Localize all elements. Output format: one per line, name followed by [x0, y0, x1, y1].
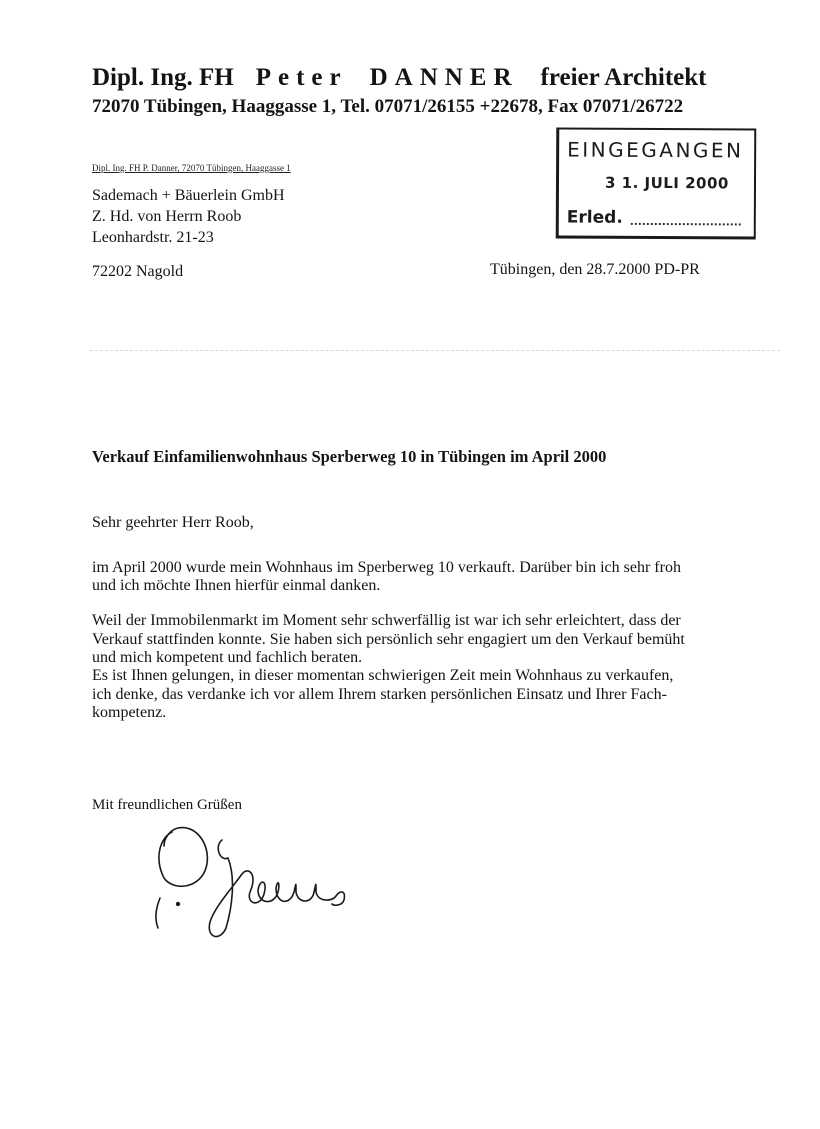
- stamp-dotted-line: [631, 223, 741, 226]
- body-line: und mich kompetent und fachlich beraten.: [92, 649, 363, 666]
- body-line: Verkauf stattfinden konnte. Sie haben sich persönlich sehr engagiert um den Verkauf bemüht: [92, 631, 685, 648]
- letterhead-first-name: Peter: [255, 64, 348, 91]
- closing: Mit freundlichen Grüßen: [92, 797, 242, 813]
- body-line: kompetenz.: [92, 704, 167, 721]
- letterhead-title-suffix: freier Architekt: [540, 64, 707, 91]
- signature-dot: [177, 903, 180, 906]
- signature-icon: [150, 818, 390, 948]
- recipient-city: 72202 Nagold: [92, 263, 184, 280]
- body-line: ich denke, das verdanke ich vor allem Ihrem starken persönlichen Einsatz und Ihrer Fach-: [92, 686, 667, 703]
- signature-loop: [159, 828, 207, 887]
- body-line: Es ist Ihnen gelungen, in dieser momentan schwierigen Zeit mein Wohnhaus zu verkaufen,: [92, 667, 674, 684]
- letterhead-name: [92, 64, 706, 92]
- signature-surname: [209, 840, 344, 937]
- date-line: Tübingen, den 28.7.2000 PD-PR: [490, 261, 700, 278]
- salutation: Sehr geehrter Herr Roob,: [92, 514, 254, 531]
- stamp-title: EINGEGANGEN: [567, 137, 744, 163]
- signature-initial-stroke: [156, 898, 160, 928]
- recipient-street: Leonhardstr. 21-23: [92, 229, 214, 246]
- subject-line: Verkauf Einfamilienwohnhaus Sperberweg 10 in Tübingen im April 2000: [92, 447, 607, 466]
- letterhead-title-prefix: Dipl. Ing. FH: [92, 64, 234, 91]
- body-line: im April 2000 wurde mein Wohnhaus im Sperberweg 10 verkauft. Darüber bin ich sehr froh: [92, 559, 681, 576]
- received-stamp: [556, 127, 757, 239]
- body-line: und ich möchte Ihnen hierfür einmal danken.: [92, 577, 381, 594]
- stamp-date: 3 1. JULI 2000: [604, 173, 729, 193]
- scan-artifact-line: [90, 350, 780, 352]
- letterhead-last-name: DANNER: [369, 64, 519, 91]
- recipient-company: Sademach + Bäuerlein GmbH: [92, 187, 285, 204]
- body-line: Weil der Immobilenmarkt im Moment sehr schwerfällig ist war ich sehr erleichtert, dass der: [92, 612, 681, 629]
- recipient-attention: Z. Hd. von Herrn Roob: [92, 208, 242, 225]
- sender-return-line: Dipl. Ing. FH P. Danner, 72070 Tübingen, Haaggasse 1: [92, 163, 291, 173]
- stamp-erled-label: Erled.: [566, 207, 623, 228]
- letterhead-contact: 72070 Tübingen, Haaggasse 1, Tel. 07071/26155 +22678, Fax 07071/26722: [92, 96, 684, 117]
